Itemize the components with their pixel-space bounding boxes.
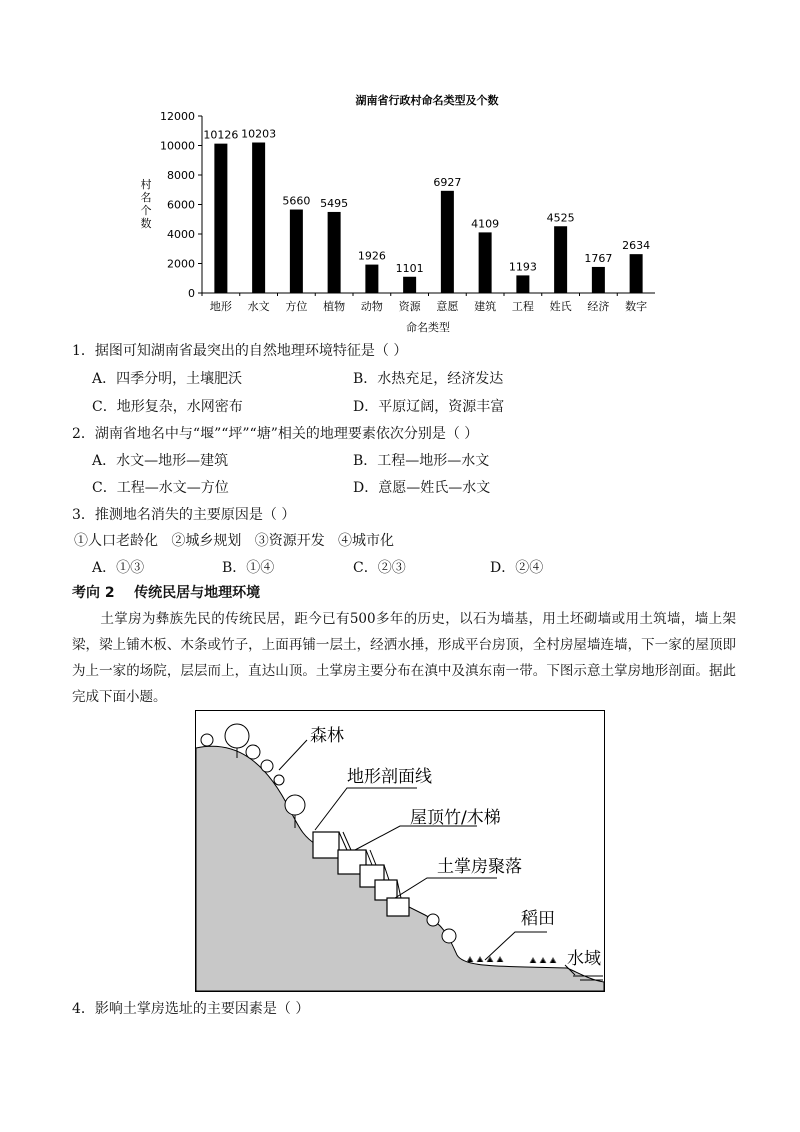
bar-value-label: 6927 xyxy=(433,175,462,189)
y-tick-label: 6000 xyxy=(167,198,195,212)
label-water: 水域 xyxy=(567,949,601,969)
bar-value-label: 1926 xyxy=(357,249,386,263)
label-paddy: 稻田 xyxy=(521,909,555,929)
x-tick-label: 动物 xyxy=(360,300,383,313)
question-1-option-b: B．水热充足，经济发达 xyxy=(353,371,504,387)
tree xyxy=(201,734,213,746)
question-3-option-c: C．②③ xyxy=(353,560,406,576)
bar-value-label: 5495 xyxy=(320,196,349,210)
house xyxy=(313,832,339,858)
label-forest: 森林 xyxy=(310,726,344,746)
chart-title: 湖南省行政村命名类型及个数 xyxy=(355,94,499,107)
question-2-stem: 2．湖南省地名中与“堰”“坪”“塘”相关的地理要素依次分别是（ ） xyxy=(72,426,479,442)
question-2-option-a: A．水文—地形—建筑 xyxy=(92,453,229,469)
question-4-stem: 4．影响土掌房选址的主要因素是（ ） xyxy=(72,1001,310,1017)
question-1-option-c: C．地形复杂，水网密布 xyxy=(92,399,243,415)
x-tick-label: 意愿 xyxy=(436,300,459,313)
bar-方位 xyxy=(290,210,303,293)
bar-数字 xyxy=(630,254,643,293)
tree xyxy=(427,914,439,926)
x-tick-label: 地形 xyxy=(209,300,232,313)
tree xyxy=(274,775,284,785)
y-tick-label: 4000 xyxy=(167,228,195,241)
tree xyxy=(246,745,260,759)
x-tick-label: 建筑 xyxy=(474,300,497,313)
question-3-option-d: D．②④ xyxy=(490,560,544,576)
x-tick-label: 方位 xyxy=(285,300,308,313)
bar-value-label: 10203 xyxy=(241,127,277,141)
x-tick-label: 姓氏 xyxy=(549,300,572,313)
house xyxy=(375,880,397,900)
question-3-stem: 3．推测地名消失的主要原因是（ ） xyxy=(72,507,296,523)
tree xyxy=(225,724,249,748)
section-paragraph xyxy=(72,606,736,710)
question-1-option-a: A．四季分明，土壤肥沃 xyxy=(92,371,243,387)
bar-value-label: 4525 xyxy=(546,211,575,225)
label-roof-ladder: 屋顶竹/木梯 xyxy=(410,808,501,828)
y-axis-label-char: 村 xyxy=(140,178,152,191)
question-2-option-c: C．工程—水文—方位 xyxy=(92,480,229,496)
x-tick-label: 数字 xyxy=(625,300,648,313)
terrain-profile-figure xyxy=(195,710,605,992)
bar-水文 xyxy=(252,143,265,293)
bar-资源 xyxy=(403,277,416,293)
y-tick-label: 12000 xyxy=(160,110,195,123)
y-axis-label-char: 名 xyxy=(140,191,152,204)
question-1-option-d: D．平原辽阔，资源丰富 xyxy=(353,399,505,415)
house xyxy=(387,898,409,916)
bar-value-label: 1193 xyxy=(508,260,537,274)
bar-value-label: 1767 xyxy=(584,251,613,265)
bar-value-label: 4109 xyxy=(471,217,500,231)
question-3-option-b: B．①④ xyxy=(222,560,275,576)
terrain-profile-svg xyxy=(195,710,605,992)
bar-动物 xyxy=(365,265,378,293)
question-2-option-d: D．意愿—姓氏—水文 xyxy=(353,480,491,496)
question-2-option-b: B．工程—地形—水文 xyxy=(353,453,490,469)
y-tick-label: 2000 xyxy=(167,257,195,271)
bar-chart xyxy=(130,88,670,338)
bar-工程 xyxy=(516,275,529,293)
chart-svg xyxy=(130,88,670,338)
bar-建筑 xyxy=(479,232,492,293)
bar-value-label: 2634 xyxy=(622,239,651,253)
bar-经济 xyxy=(592,267,605,293)
question-3-choices: ①人口老龄化 ②城乡规划 ③资源开发 ④城市化 xyxy=(74,533,395,549)
y-axis-label xyxy=(141,177,152,230)
y-tick-label: 0 xyxy=(188,287,195,300)
bar-意愿 xyxy=(441,191,454,293)
tree xyxy=(442,929,456,943)
bar-value-label: 5660 xyxy=(282,194,311,208)
x-tick-label: 植物 xyxy=(323,300,346,313)
tree xyxy=(285,795,305,815)
bar-地形 xyxy=(214,144,227,293)
y-tick-label: 10000 xyxy=(160,139,195,153)
y-axis-label-char: 个 xyxy=(140,204,152,217)
section-title: 考向 2 传统民居与地理环境 xyxy=(72,585,261,601)
bar-value-label: 1101 xyxy=(395,261,424,275)
section-paragraph-text: 土掌房为彝族先民的传统民居，距今已有500多年的历史，以石为墙基，用土坯砌墙或用土筑墙，墙上架梁，梁上铺木板、木条或竹子，上面再铺一层土，经洒水捶，形成平台房顶，全村房屋墙连墙，下一家的屋顶即为上一家的场院，层层而上，直达山顶。土掌房主要分布在滇中及滇东南一带。下图示意土掌房地形剖面。据此完成下面小题。 xyxy=(72,611,736,705)
question-3-option-a: A．①③ xyxy=(92,560,145,576)
question-1-stem: 1．据图可知湖南省最突出的自然地理环境特征是（ ） xyxy=(72,343,408,359)
y-axis-label-char: 数 xyxy=(140,217,152,230)
x-tick-label: 经济 xyxy=(587,300,610,313)
label-profile-line: 地形剖面线 xyxy=(347,767,432,787)
tree xyxy=(261,760,273,772)
x-axis-label: 命名类型 xyxy=(406,321,450,334)
x-tick-label: 水文 xyxy=(247,300,270,313)
bar-value-label: 10126 xyxy=(203,128,239,142)
label-settlement: 土掌房聚落 xyxy=(437,857,522,877)
bar-姓氏 xyxy=(554,226,567,293)
y-tick-label: 8000 xyxy=(167,169,195,182)
x-tick-label: 资源 xyxy=(398,300,421,313)
bar-植物 xyxy=(328,212,341,293)
x-tick-label: 工程 xyxy=(511,300,534,313)
